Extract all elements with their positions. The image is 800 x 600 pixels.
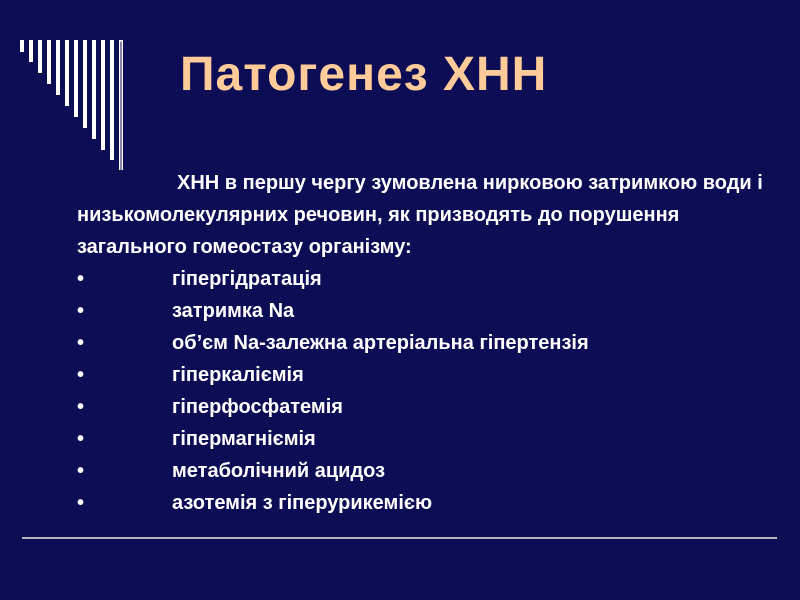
bullet-icon: • <box>77 268 85 290</box>
bullet-list <box>77 263 767 519</box>
bullet-icon: • <box>77 492 85 514</box>
slide-title: Патогенез ХНН <box>180 48 548 101</box>
list-item <box>77 423 767 455</box>
bullet-icon: • <box>77 364 85 386</box>
list-item-text: об’єм Na-залежна артеріальна гіпертензія <box>172 332 589 354</box>
bottom-divider <box>22 537 777 539</box>
list-item-text: гіперкаліємія <box>172 364 304 386</box>
bullet-icon: • <box>77 300 85 322</box>
list-item-text: гіпермагніємія <box>172 428 316 450</box>
list-item <box>77 295 767 327</box>
list-item <box>77 391 767 423</box>
list-item-text: метаболічний ацидоз <box>172 460 386 482</box>
corner-stripes-decoration <box>0 0 180 170</box>
list-item <box>77 455 767 487</box>
bullet-icon: • <box>77 428 85 450</box>
bullet-icon: • <box>77 332 85 354</box>
list-item <box>77 487 767 519</box>
list-item-text: гіперфосфатемія <box>172 396 343 418</box>
list-item <box>77 263 767 295</box>
list-item-text: азотемія з гіперурикемією <box>172 492 433 514</box>
list-item-text: затримка Na <box>172 300 295 322</box>
list-item <box>77 327 767 359</box>
slide-body <box>77 167 767 519</box>
list-item-text: гіпергідратація <box>172 268 322 290</box>
bullet-icon: • <box>77 396 85 418</box>
bullet-icon: • <box>77 460 85 482</box>
list-item <box>77 359 767 391</box>
intro-paragraph: ХНН в першу чергу зумовлена нирковою затримкою води і низькомолекулярних речовин, як призводять до порушення загального гомеостазу організму: <box>77 172 763 258</box>
